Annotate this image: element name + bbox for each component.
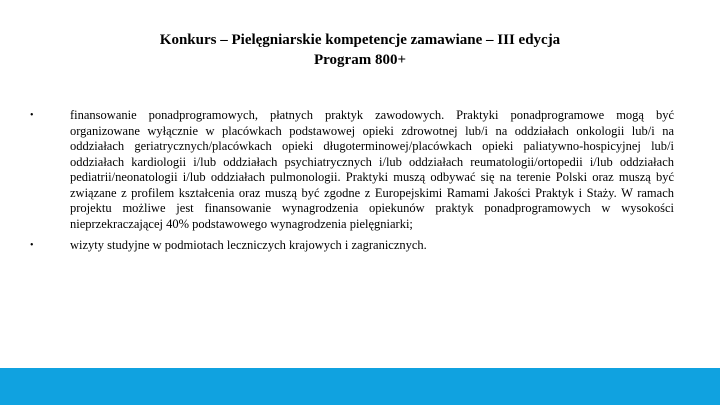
bullet-item-study-visits xyxy=(30,238,674,254)
bullet-icon: • xyxy=(30,240,34,251)
bullet-text-study-visits: wizyty studyjne w podmiotach leczniczych krajowych i zagranicznych. xyxy=(70,238,427,252)
bullet-icon: • xyxy=(30,110,34,121)
slide-title xyxy=(60,30,660,70)
bullet-text-funding: finansowanie ponadprogramowych, płatnych praktyk zawodowych. Praktyki ponadprogramowe mogą być organizowane wyłącznie w placówkach podstawowej opieki zdrowotnej lub/i na oddziałach onkologii lub/i na oddziałach geriatrycznych/placówkach opieki długoterminowej/placówkach opieki paliatywno-hospicyjnej lub/i oddziałach kardiologii i/lub oddziałach psychiatrycznych i/lub oddziałach reumatologii/ortopedii i/lub oddziałach pediatrii/neonatologii i/lub oddziałach pulmonologii. Praktyki muszą odbywać się na terenie Polski oraz muszą być związane z profilem kształcenia oraz muszą być zgodne z Europejskimi Ramami Jakości Praktyk i Staży. W ramach projektu możliwe jest finansowanie wynagrodzenia opiekunów praktyk ponadprogramowych w wysokości nieprzekraczającej 40% podstawowego wynagrodzenia pielęgniarki; xyxy=(70,108,674,231)
bullet-list xyxy=(30,108,674,260)
title-line-2: Program 800+ xyxy=(314,52,406,68)
bullet-item-funding xyxy=(30,108,674,232)
title-line-1: Konkurs – Pielęgniarskie kompetencje zamawiane – III edycja xyxy=(159,32,561,48)
footer-bar xyxy=(0,368,720,405)
